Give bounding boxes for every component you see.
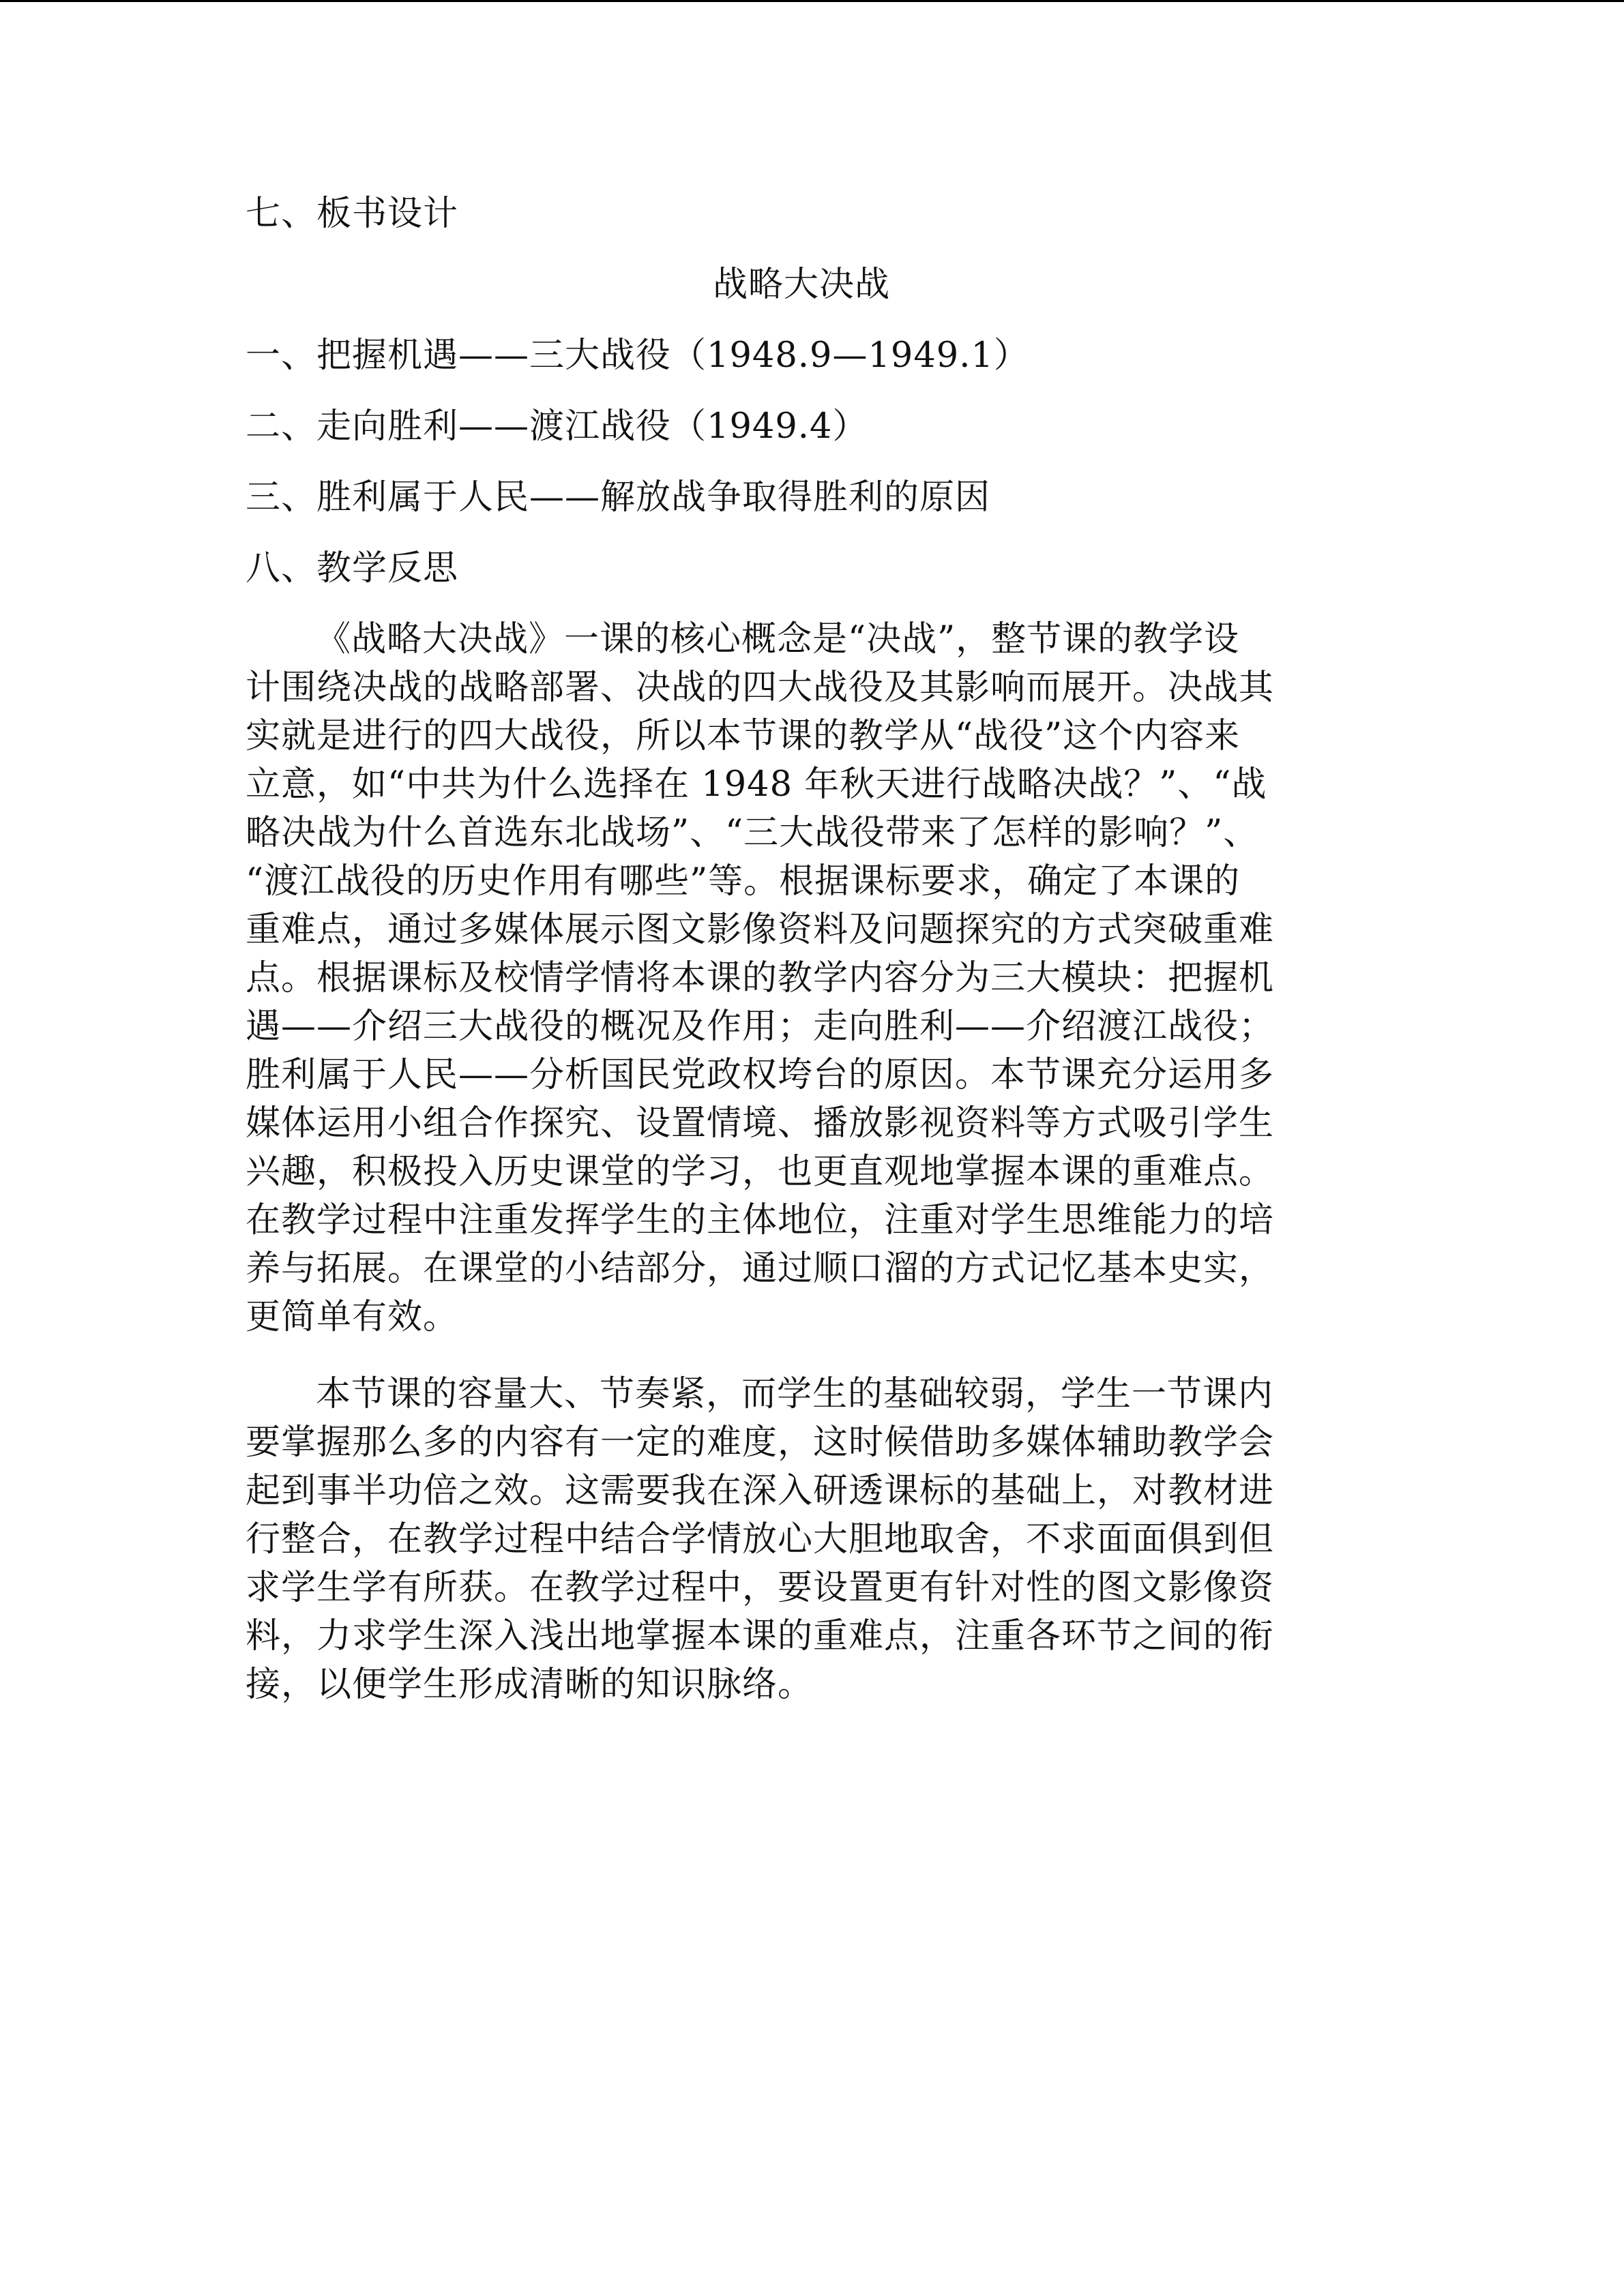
paragraph-line: 兴趣，积极投入历史课堂的学习，也更直观地掌握本课的重难点。 [246, 1152, 1275, 1192]
board-item: 二、走向胜利——渡江战役（1949.4） [246, 406, 868, 447]
paragraph-line: 料，力求学生深入浅出地掌握本课的重难点，注重各环节之间的衔 [246, 1616, 1275, 1656]
paragraph-line: 求学生学有所获。在教学过程中，要设置更有针对性的图文影像资 [246, 1568, 1275, 1608]
document-content [246, 190, 1357, 1709]
section-heading-board-design: 七、板书设计 [246, 194, 459, 234]
paragraph-line: 要掌握那么多的内容有一定的难度，这时候借助多媒体辅助教学会 [246, 1422, 1275, 1463]
reflection-paragraph-1 [246, 615, 1357, 1341]
paragraph-line: 接，以便学生形成清晰的知识脉络。 [246, 1665, 814, 1705]
paragraph-line: 媒体运用小组合作探究、设置情境、播放影视资料等方式吸引学生 [246, 1103, 1275, 1144]
paragraph-line: 更简单有效。 [246, 1297, 459, 1337]
section-heading-teaching-reflection: 八、教学反思 [246, 548, 459, 588]
paragraph-line: 胜利属于人民——分析国民党政权垮台的原因。本节课充分运用多 [246, 1055, 1275, 1095]
paragraph-line: 遇——介绍三大战役的概况及作用；走向胜利——介绍渡江战役； [246, 1007, 1275, 1047]
board-title: 战略大决战 [712, 265, 890, 305]
paragraph-line: 立意，如“中共为什么选择在 1948 年秋天进行战略决战？”、“战 [246, 764, 1267, 805]
paragraph-line: 点。根据课标及校情学情将本课的教学内容分为三大模块：把握机 [246, 958, 1275, 998]
board-item: 一、把握机遇——三大战役（1948.9—1949.1） [246, 336, 1029, 376]
paragraph-line: 重难点，通过多媒体展示图文影像资料及问题探究的方式突破重难 [246, 910, 1275, 950]
paragraph-line: 计围绕决战的战略部署、决战的四大战役及其影响而展开。决战其 [246, 668, 1275, 708]
paragraph-line: 《战略大决战》一课的核心概念是“决战”，整节课的教学设 [316, 619, 1240, 659]
paragraph-line: 起到事半功倍之效。这需要我在深入研透课标的基础上，对教材进 [246, 1471, 1275, 1511]
paragraph-line: 行整合，在教学过程中结合学情放心大胆地取舍，不求面面俱到但 [246, 1519, 1275, 1560]
paragraph-line: “渡江战役的历史作用有哪些”等。根据课标要求，确定了本课的 [246, 861, 1241, 901]
paragraph-line: 实就是进行的四大战役，所以本节课的教学从“战役”这个内容来 [246, 716, 1241, 756]
board-item: 三、胜利属于人民——解放战争取得胜利的原因 [246, 477, 991, 518]
paragraph-line: 养与拓展。在课堂的小结部分，通过顺口溜的方式记忆基本史实， [246, 1249, 1275, 1289]
paragraph-line: 在教学过程中注重发挥学生的主体地位，注重对学生思维能力的培 [246, 1200, 1275, 1240]
paragraph-line: 略决战为什么首选东北战场”、“三大战役带来了怎样的影响？”、 [246, 813, 1259, 853]
reflection-paragraph-2 [246, 1370, 1357, 1709]
paragraph-line: 本节课的容量大、节奏紧，而学生的基础较弱，学生一节课内 [316, 1374, 1274, 1414]
